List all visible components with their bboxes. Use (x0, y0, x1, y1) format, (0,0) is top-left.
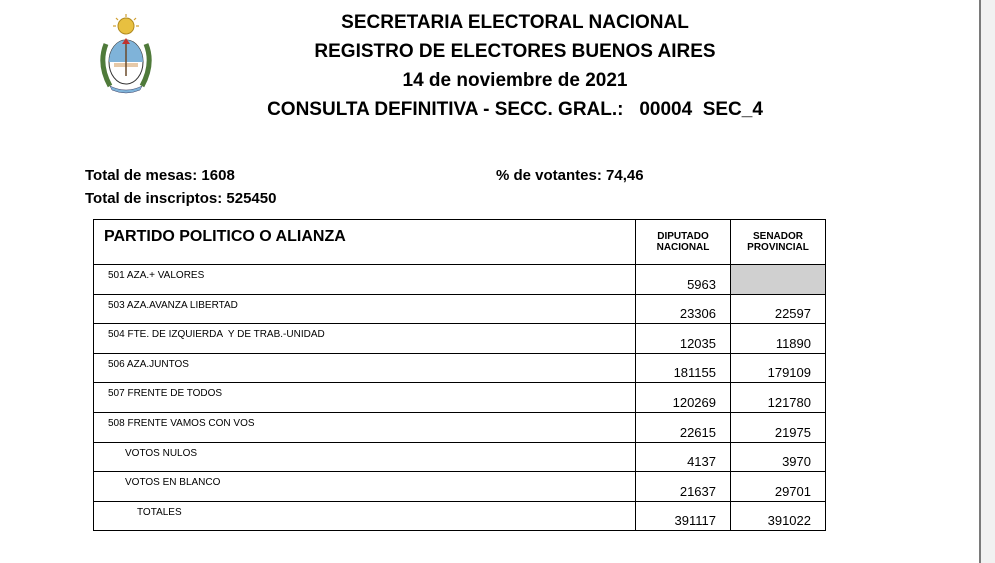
diputado-value: 22615 (636, 412, 731, 442)
diputado-value: 21637 (636, 472, 731, 502)
senador-value: 21975 (731, 412, 826, 442)
column-header-diputado (636, 220, 731, 265)
header-consulta: CONSULTA DEFINITIVA - SECC. GRAL.: 00004 SEC_4 (267, 99, 763, 120)
document-header (200, 8, 830, 124)
porcentaje-votantes: % de votantes: 74,46 (496, 167, 644, 184)
votos-nulos-label: VOTOS NULOS (94, 442, 636, 472)
party-name: 503 AZA.AVANZA LIBERTAD (94, 294, 636, 324)
column-header-party: PARTIDO POLITICO O ALIANZA (94, 220, 636, 265)
diputado-value: 181155 (636, 353, 731, 383)
table-row (94, 383, 826, 413)
total-mesas: Total de mesas: 1608 (85, 167, 235, 184)
column-header-senador-line2: PROVINCIAL (747, 242, 809, 253)
table-row (94, 324, 826, 354)
column-header-senador (731, 220, 826, 265)
party-name: 504 FTE. DE IZQUIERDA Y DE TRAB.-UNIDAD (94, 324, 636, 354)
column-header-senador-line1: SENADOR (752, 231, 803, 242)
senador-value: 11890 (731, 324, 826, 354)
senador-value: 29701 (731, 472, 826, 502)
column-header-diputado-line1: DIPUTADO (657, 231, 709, 242)
diputado-value: 4137 (636, 442, 731, 472)
table-row-totals (94, 501, 826, 531)
senador-value: 121780 (731, 383, 826, 413)
senador-value: 3970 (731, 442, 826, 472)
table-row (94, 353, 826, 383)
viewer-scrollbar[interactable] (979, 0, 995, 563)
diputado-value: 12035 (636, 324, 731, 354)
argentina-coat-of-arms-icon (96, 14, 156, 96)
column-header-diputado-line2: NACIONAL (656, 242, 710, 253)
diputado-total: 391117 (636, 501, 731, 531)
table-row (94, 412, 826, 442)
table-header-row (94, 220, 826, 265)
diputado-value: 120269 (636, 383, 731, 413)
senador-total: 391022 (731, 501, 826, 531)
party-name: 501 AZA.+ VALORES (94, 265, 636, 295)
votos-en-blanco-label: VOTOS EN BLANCO (94, 472, 636, 502)
senador-value: 179109 (731, 353, 826, 383)
party-name: 507 FRENTE DE TODOS (94, 383, 636, 413)
totales-label: TOTALES (94, 501, 636, 531)
diputado-value: 23306 (636, 294, 731, 324)
table-row (94, 265, 826, 295)
senador-value-empty (731, 265, 826, 295)
party-name: 508 FRENTE VAMOS CON VOS (94, 412, 636, 442)
total-inscriptos: Total de inscriptos: 525450 (85, 190, 277, 207)
header-date: 14 de noviembre de 2021 (402, 70, 628, 91)
table-row (94, 472, 826, 502)
header-line-1: SECRETARIA ELECTORAL NACIONAL (341, 12, 689, 33)
results-table (93, 219, 826, 531)
table-row (94, 294, 826, 324)
table-row (94, 442, 826, 472)
header-line-2: REGISTRO DE ELECTORES BUENOS AIRES (314, 41, 716, 62)
party-name: 506 AZA.JUNTOS (94, 353, 636, 383)
senador-value: 22597 (731, 294, 826, 324)
diputado-value: 5963 (636, 265, 731, 295)
